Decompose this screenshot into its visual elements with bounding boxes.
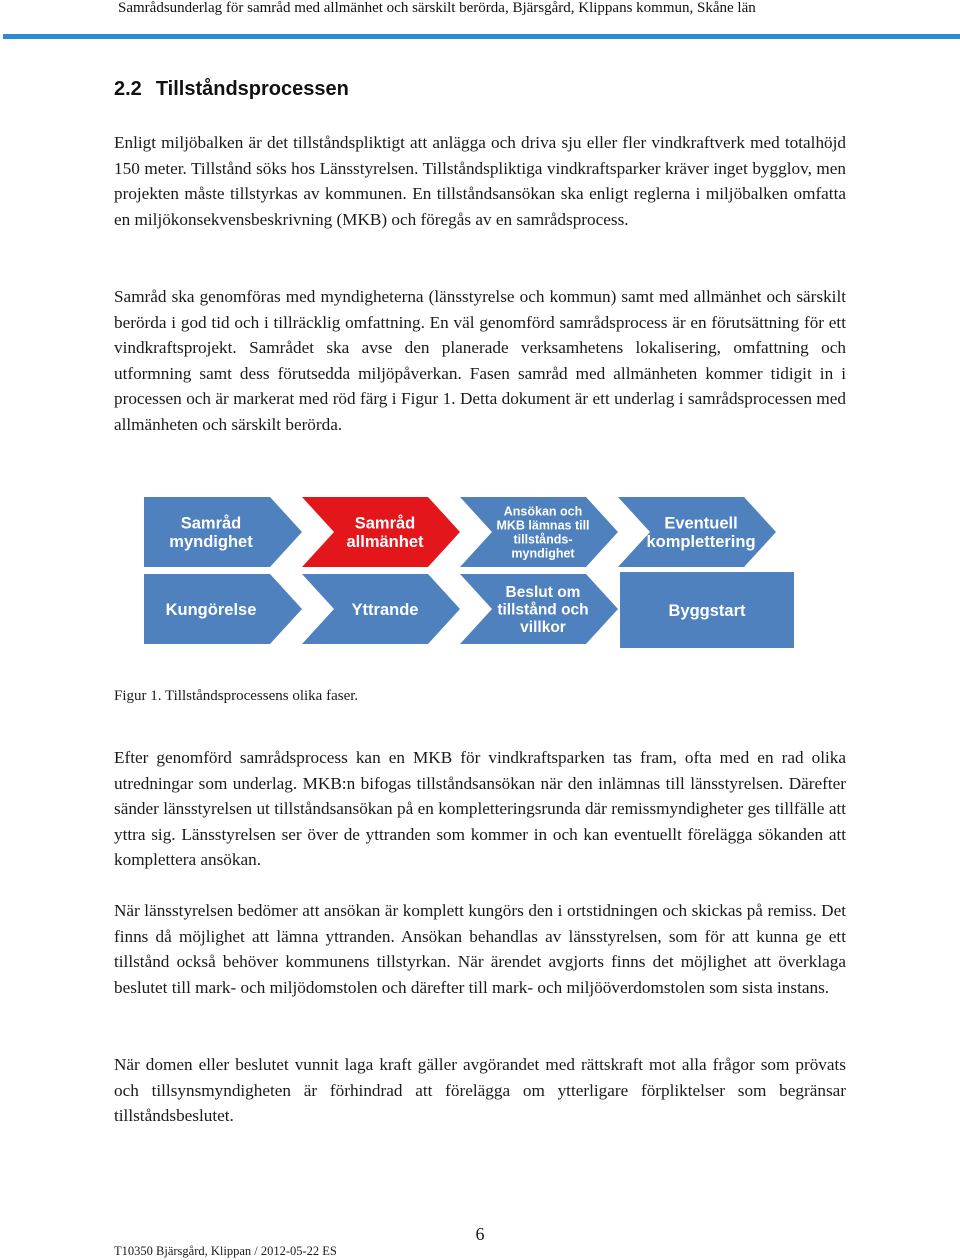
process-step-label: tillstånds- bbox=[513, 532, 573, 547]
process-step-label: myndighet bbox=[169, 533, 253, 552]
process-step-7 bbox=[460, 574, 618, 644]
process-step-1 bbox=[144, 497, 302, 567]
page-number: 6 bbox=[475, 1224, 485, 1244]
process-step-label: allmänhet bbox=[346, 533, 424, 552]
process-step-label: myndighet bbox=[511, 546, 575, 561]
paragraph-mkb-application: Efter genomförd samrådsprocess kan en MKB för vindkraftsparken tas fram, ofta med en rad olika utredningar som underlag. MKB:n bifogas tillståndsansökan när den inlämnas till länsstyrelsen. Därefter sänder länsstyrelsen ut tillståndsansökan på en kompletteringsrunda där remissmyndigheter ges tillfälle att yttra sig. Länsstyrelsen ser över de yttranden som kommer in och kan eventuellt förelägga sökanden att komplettera ansökan. bbox=[114, 748, 846, 870]
section-heading bbox=[114, 74, 349, 104]
process-diagram bbox=[140, 494, 800, 656]
process-step-label: Yttrande bbox=[351, 600, 419, 619]
running-header: Samrådsunderlag för samråd med allmänhet och särskilt berörda, Bjärsgård, Klippans kommun, Skåne län bbox=[118, 0, 756, 16]
process-step-label: Beslut om bbox=[505, 584, 581, 602]
process-step-label: Ansökan och bbox=[503, 504, 583, 519]
process-step-label: Samråd bbox=[180, 514, 242, 533]
footer-document-ref: T10350 Bjärsgård, Klippan / 2012-05-22 ES bbox=[114, 1244, 337, 1258]
process-step-label: Kungörelse bbox=[165, 600, 257, 619]
section-title: Tillståndsprocessen bbox=[155, 78, 349, 100]
process-step-4 bbox=[618, 497, 776, 567]
process-step-label: komplettering bbox=[646, 533, 756, 552]
process-step-6 bbox=[302, 574, 460, 644]
process-step-label: Samråd bbox=[354, 514, 416, 533]
paragraph-legal-force: När domen eller beslutet vunnit laga kraft gäller avgörandet med rättskraft mot alla frågor som prövats och tillsynsmyndigheten är förhindrad att förelägga om ytterligare förpliktelser som begränsar tillståndsbeslutet. bbox=[114, 1055, 846, 1126]
process-step-label: Eventuell bbox=[664, 514, 738, 533]
process-step-3 bbox=[460, 497, 618, 567]
process-step-label: tillstånd och bbox=[497, 601, 589, 619]
process-step-8 bbox=[620, 572, 794, 648]
paragraph-permit-requirement: Enligt miljöbalken är det tillståndspliktigt att anlägga och driva sju eller fler vindkraftverk med totalhöjd 150 meter. Tillstånd söks hos Länsstyrelsen. Tillståndspliktiga vindkraftsparker kräver inget bygglov, men projekten måste tillstyrkas av kommunen. En tillståndsansökan ska enligt reglerna i miljöbalken omfatta en miljökonsekvensbeskrivning (MKB) och föregås av en samrådsprocess. bbox=[114, 133, 846, 229]
figure-caption: Figur 1. Tillståndsprocessens olika faser. bbox=[114, 688, 359, 704]
process-step-label: villkor bbox=[520, 618, 566, 636]
process-step-2 bbox=[302, 497, 460, 567]
process-figure bbox=[140, 494, 800, 656]
section-number: 2.2 bbox=[114, 78, 142, 100]
process-step-label: Byggstart bbox=[668, 601, 746, 620]
process-step-5 bbox=[144, 574, 302, 644]
header-rule bbox=[3, 34, 960, 39]
paragraph-announcement: När länsstyrelsen bedömer att ansökan är komplett kungörs den i ortstidningen och skickas på remiss. Det finns då möjlighet att lämna yttranden. Ansökan behandlas av länsstyrelsen, som för att kunna ge ett tillstånd också behöver kommunens tillstyrkan. När ärendet avgjorts finns det möjlighet att överklaga beslutet till mark- och miljödomstolen och därefter till mark- och miljööverdomstolen som sista instans. bbox=[114, 901, 846, 997]
process-step-label: MKB lämnas till bbox=[496, 518, 590, 533]
paragraph-consultation: Samråd ska genomföras med myndigheterna (länsstyrelse och kommun) samt med allmänhet och särskilt berörda i god tid och i tillräcklig omfattning. En väl genomförd samrådsprocess är en förutsättning för ett vindkraftsprojekt. Samrådet ska avse den planerade verksamhetens lokalisering, omfattning och utformning samt dess förutsedda miljöpåverkan. Fasen samråd med allmänheten kommer tidigit in i processen och är markerat med röd färg i Figur 1. Detta dokument är ett underlag i samrådsprocessen med allmänheten och särskilt berörda. bbox=[114, 287, 846, 434]
